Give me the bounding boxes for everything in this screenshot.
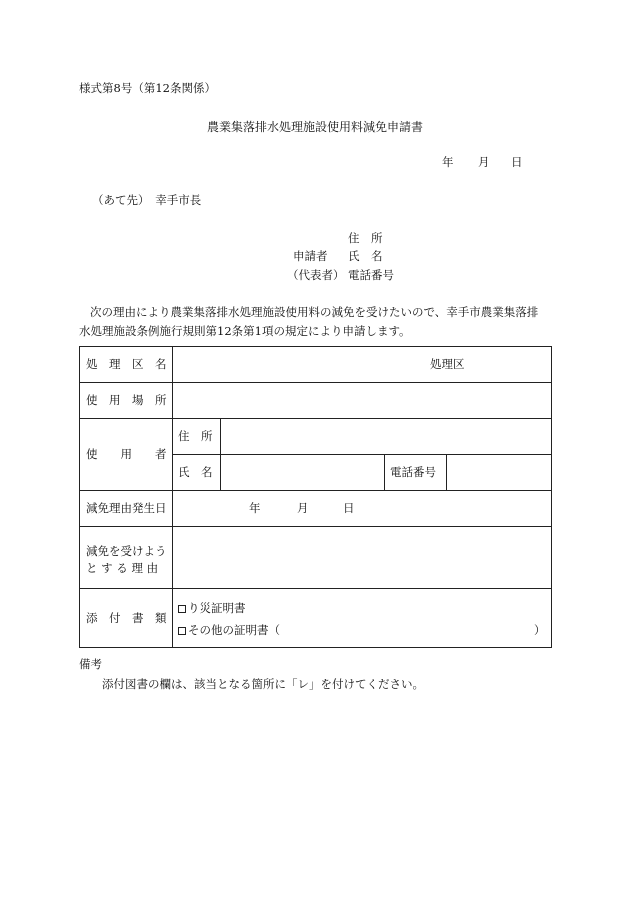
applicant-name-label: 氏 名 — [348, 249, 383, 263]
processing-area-label: 処 理 区 名 — [86, 357, 167, 371]
application-table — [79, 346, 552, 648]
user-address-label: 住 所 — [178, 429, 213, 443]
exemption-date-day: 日 — [343, 501, 355, 515]
table-column-divider — [220, 418, 221, 490]
attachments-label: 添 付 書 類 — [86, 611, 167, 625]
table-row-divider — [80, 382, 551, 383]
attachment-option-other-certificate[interactable] — [178, 625, 280, 637]
user-label: 使 用 者 — [86, 447, 167, 461]
applicant-phone-label: 電話番号 — [348, 268, 394, 282]
form-number: 様式第8号（第12条関係） — [79, 81, 216, 95]
table-column-divider — [384, 454, 385, 490]
table-row-divider — [80, 526, 551, 527]
disaster-certificate-checkbox[interactable] — [178, 605, 186, 613]
notes-heading: 備考 — [79, 657, 102, 671]
form-title: 農業集落排水処理施設使用料減免申請書 — [207, 120, 424, 134]
addressee: （あて先） 幸手市長 — [92, 193, 202, 207]
table-column-divider — [446, 454, 447, 490]
notes-text: 添付図書の欄は、該当となる箇所に「レ」を付けてください。 — [102, 677, 424, 691]
other-certificate-checkbox[interactable] — [178, 627, 186, 635]
other-certificate-close-paren: ） — [534, 623, 546, 637]
date-day-label: 日 — [511, 155, 523, 169]
usage-location-label: 使 用 場 所 — [86, 393, 167, 407]
date-month-label: 月 — [478, 155, 490, 169]
user-name-label: 氏 名 — [178, 465, 213, 479]
processing-area-suffix: 処理区 — [430, 357, 465, 371]
applicant-role-label: 申請者 — [293, 249, 328, 263]
disaster-certificate-label: り災証明書 — [188, 601, 246, 615]
attachment-option-disaster-certificate[interactable] — [178, 603, 246, 615]
exemption-date-year: 年 — [249, 501, 261, 515]
user-phone-label: 電話番号 — [390, 465, 436, 479]
exemption-reason-label-line-1: 減免を受けよう — [86, 544, 167, 558]
applicant-representative-label: （代表者） — [287, 268, 345, 282]
table-row-divider — [80, 418, 551, 419]
table-row-divider — [173, 454, 551, 455]
exemption-date-label: 減免理由発生日 — [86, 501, 167, 515]
table-column-divider — [172, 347, 173, 647]
date-year-label: 年 — [442, 155, 454, 169]
other-certificate-label: その他の証明書（ — [188, 623, 280, 637]
body-text-line-2: 水処理施設条例施行規則第12条第1項の規定により申請します。 — [79, 324, 411, 338]
exemption-reason-label-line-2: と す る 理 由 — [86, 561, 159, 575]
exemption-date-month: 月 — [297, 501, 309, 515]
body-text-line-1: 次の理由により農業集落排水処理施設使用料の減免を受けたいので、幸手市農業集落排 — [90, 305, 539, 319]
table-row-divider — [80, 588, 551, 589]
table-row-divider — [80, 490, 551, 491]
applicant-address-label: 住 所 — [348, 231, 383, 245]
